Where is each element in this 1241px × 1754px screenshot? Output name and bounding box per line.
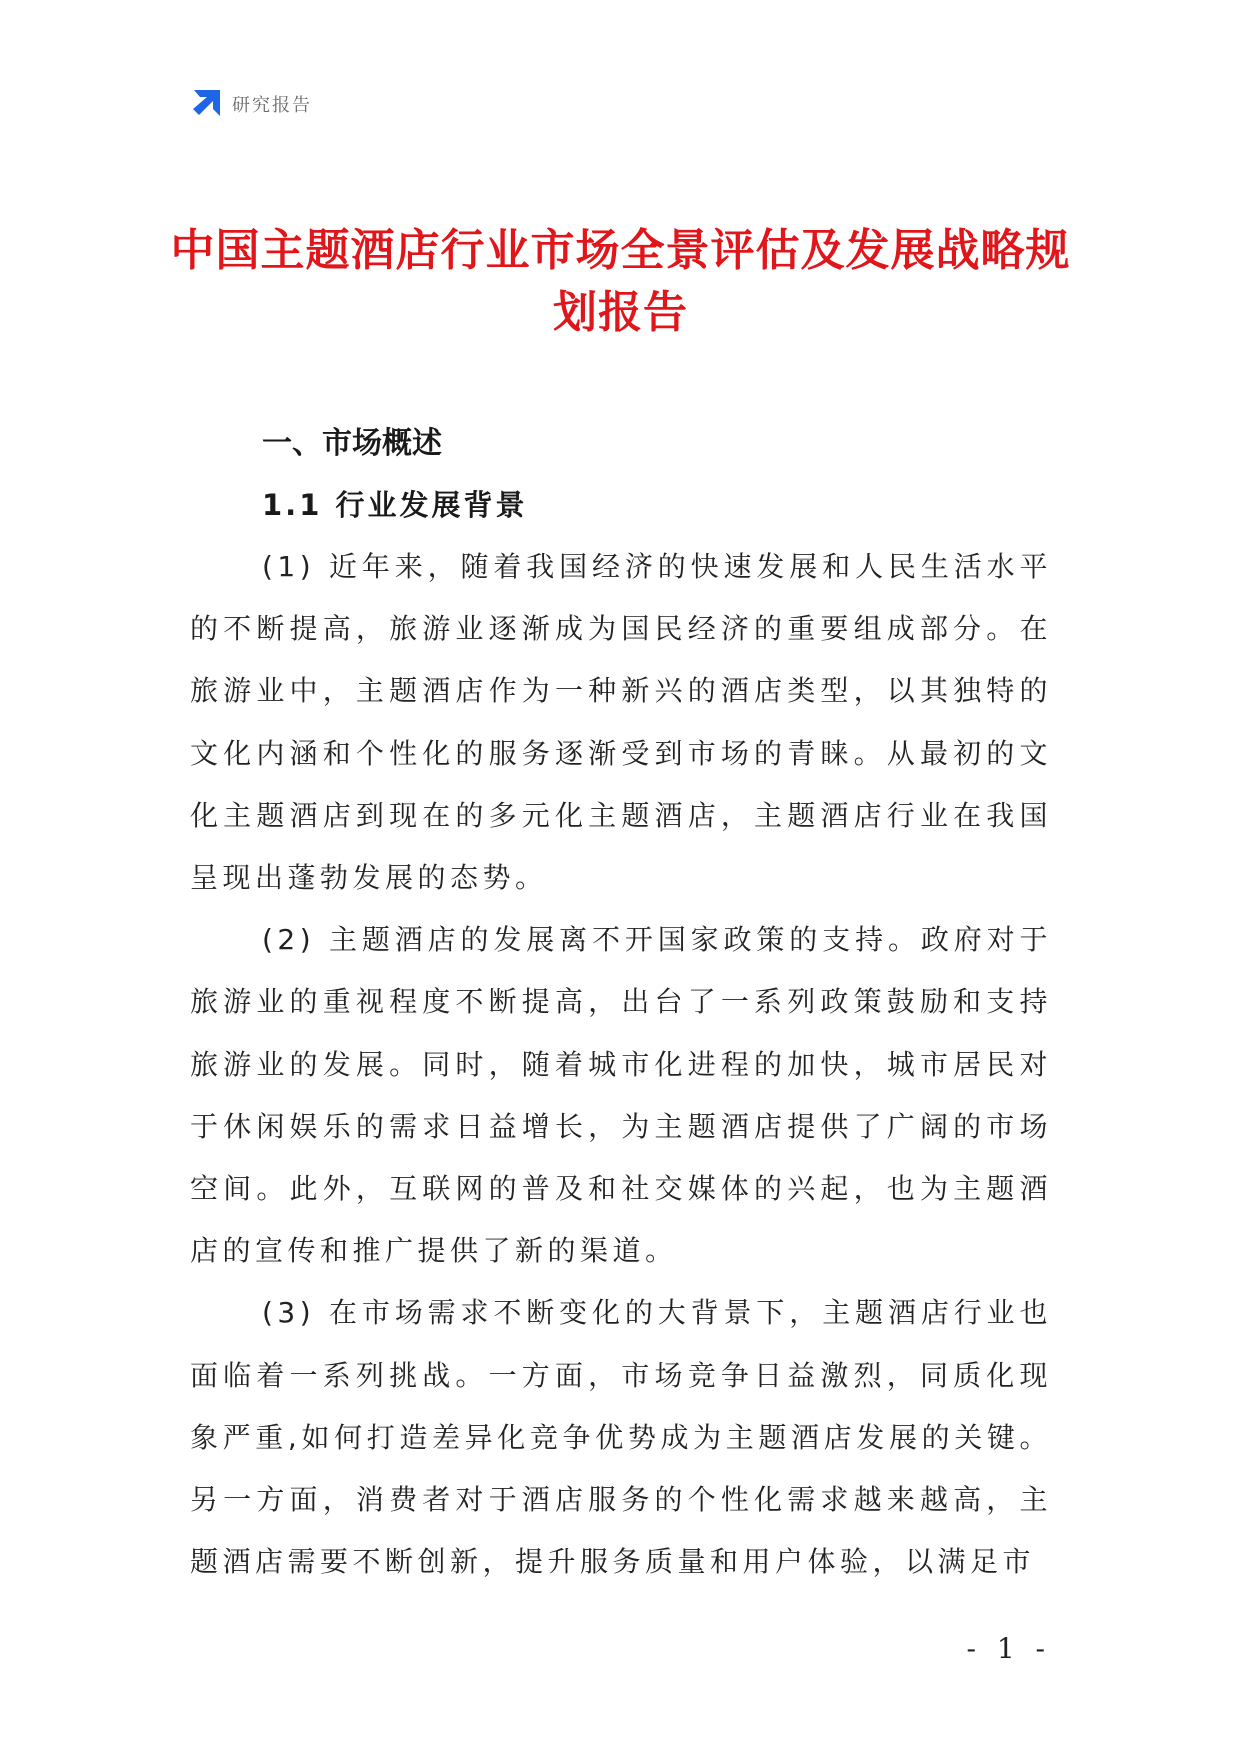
header-label: 研究报告: [232, 95, 312, 116]
document-header: [190, 88, 312, 120]
page-number: - 1 -: [966, 1632, 1051, 1665]
subsection-heading: 1.1 行业发展背景: [262, 488, 528, 522]
paragraph-3: (3) 在市场需求不断变化的大背景下，主题酒店行业也面临着一系列挑战。一方面，市场竞争日益激烈，同质化现象严重,如何打造差异化竞争优势成为主题酒店发展的关键。另一方面，消费者对于酒店服务的个性化需求越来越高，主题酒店需要不断创新，提升服务质量和用户体验，以满足市: [190, 1296, 1052, 1579]
body-text: [190, 536, 1052, 1593]
section-heading: 一、市场概述: [262, 426, 442, 461]
report-title: 中国主题酒店行业市场全景评估及发展战略规划报告: [170, 225, 1071, 338]
paragraph-1: (1) 近年来，随着我国经济的快速发展和人民生活水平的不断提高，旅游业逐渐成为国民经济的重要组成部分。在旅游业中，主题酒店作为一种新兴的酒店类型，以其独特的文化内涵和个性化的服务逐渐受到市场的青睐。从最初的文化主题酒店到现在的多元化主题酒店，主题酒店行业在我国呈现出蓬勃发展的态势。: [190, 550, 1052, 895]
paragraph-2: (2) 主题酒店的发展离不开国家政策的支持。政府对于旅游业的重视程度不断提高，出台了一系列政策鼓励和支持旅游业的发展。同时，随着城市化进程的加快，城市居民对于休闲娱乐的需求日益增长，为主题酒店提供了广阔的市场空间。此外，互联网的普及和社交媒体的兴起，也为主题酒店的宣传和推广提供了新的渠道。: [190, 923, 1052, 1268]
arrow-up-right-logo-icon: [190, 88, 222, 120]
